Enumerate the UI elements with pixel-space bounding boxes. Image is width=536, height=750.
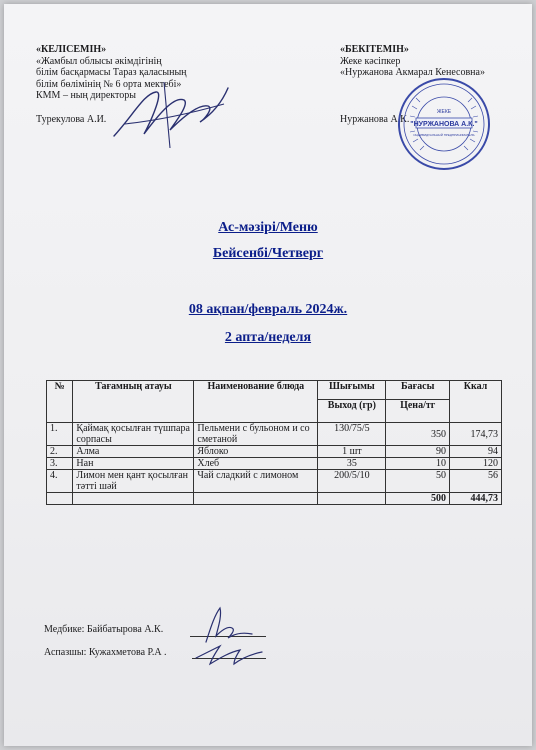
table-row xyxy=(47,470,502,493)
menu-table xyxy=(46,380,502,505)
total-empty-cell xyxy=(73,493,194,505)
table-row xyxy=(47,458,502,470)
stamp-sub-text: ИНДИВИДУАЛЬНЫЙ ПРЕДПРИНИМАТЕЛЬ xyxy=(413,133,475,137)
director-signature-icon xyxy=(104,74,234,154)
row-qty: 1 шт xyxy=(318,446,386,458)
row-ru-name: Яблоко xyxy=(194,446,318,458)
row-price: 50 xyxy=(386,470,450,493)
row-ru-name: Хлеб xyxy=(194,458,318,470)
stamp-center-text: "НУРЖАНОВА А.К." xyxy=(410,121,478,128)
entrepreneur-signer: Нуржанова А.К. xyxy=(340,114,410,125)
total-price: 500 xyxy=(386,493,450,505)
row-no: 2. xyxy=(47,446,73,458)
row-no: 3. xyxy=(47,458,73,470)
approval-line: білім басқармасы Тараз қаласының xyxy=(36,67,187,78)
weekday-title: Бейсенбі/Четверг xyxy=(212,246,324,261)
total-empty-cell xyxy=(318,493,386,505)
approval-line: Жеке кәсіпкер xyxy=(340,55,401,67)
seal-stamp-icon xyxy=(396,76,492,172)
header-kz-name: Тағамның атауы xyxy=(73,381,194,423)
row-qty: 130/75/5 xyxy=(318,423,386,446)
table-header-row xyxy=(47,381,502,400)
date-title: 08 ақпан/февраль 2024ж. xyxy=(188,302,348,317)
approval-line: білім бөлімінің № 6 орта мектебі» xyxy=(36,78,182,90)
row-kcal: 56 xyxy=(450,470,502,493)
header-price-sub: Цена/тг xyxy=(386,400,450,423)
approval-line: «Жамбыл облысы әкімдігінің xyxy=(36,55,162,67)
row-kcal: 120 xyxy=(450,458,502,470)
stamp-top-text: ЖЕКЕ xyxy=(436,109,452,115)
row-kz-name: Алма xyxy=(73,446,194,458)
header-qty: Шығымы xyxy=(318,381,386,400)
row-kz-name: Лимон мен қант қосылған тәтті шәй xyxy=(73,470,194,493)
approval-line: «Нуржанова Акмарал Кенесовна» xyxy=(340,67,485,78)
director-signer: Турекулова А.И. xyxy=(36,114,107,125)
approval-heading-left: «КЕЛІСЕМІН» xyxy=(36,44,107,55)
row-no: 1. xyxy=(47,423,73,446)
document-page xyxy=(4,4,532,746)
row-price: 90 xyxy=(386,446,450,458)
week-title: 2 апта/неделя xyxy=(224,330,312,345)
header-ru-name: Наименование блюда xyxy=(194,381,318,423)
row-no: 4. xyxy=(47,470,73,493)
total-empty-cell xyxy=(47,493,73,505)
table-row xyxy=(47,423,502,446)
row-kz-name: Нан xyxy=(73,458,194,470)
header-price: Бағасы xyxy=(386,381,450,400)
menu-title: Ас-мәзірі/Меню xyxy=(218,220,318,235)
row-kz-name: Қаймақ қосылған түшпара сорпасы xyxy=(73,423,194,446)
approval-line: КММ – ның директоры xyxy=(36,90,136,101)
row-kcal: 174,73 xyxy=(450,423,502,446)
header-no: № xyxy=(47,381,73,423)
row-ru-name: Чай сладкий с лимоном xyxy=(194,470,318,493)
header-kcal: Ккал xyxy=(450,381,502,423)
row-ru-name: Пельмени с бульоном и со сметаной xyxy=(194,423,318,446)
total-kcal: 444,73 xyxy=(450,493,502,505)
row-price: 350 xyxy=(386,423,450,446)
table-total-row xyxy=(47,493,502,505)
row-price: 10 xyxy=(386,458,450,470)
total-empty-cell xyxy=(194,493,318,505)
cook-signer: Аспазшы: Кужахметова Р.А . xyxy=(44,647,167,658)
row-qty: 35 xyxy=(318,458,386,470)
row-qty: 200/5/10 xyxy=(318,470,386,493)
nurse-signer: Медбике: Байбатырова А.К. xyxy=(44,624,164,635)
header-qty-sub: Выход (гр) xyxy=(318,400,386,423)
row-kcal: 94 xyxy=(450,446,502,458)
cook-signature-icon xyxy=(190,636,266,670)
table-row xyxy=(47,446,502,458)
approval-block-right xyxy=(340,44,520,79)
approval-heading-right: «БЕКІТЕМІН» xyxy=(340,44,409,55)
